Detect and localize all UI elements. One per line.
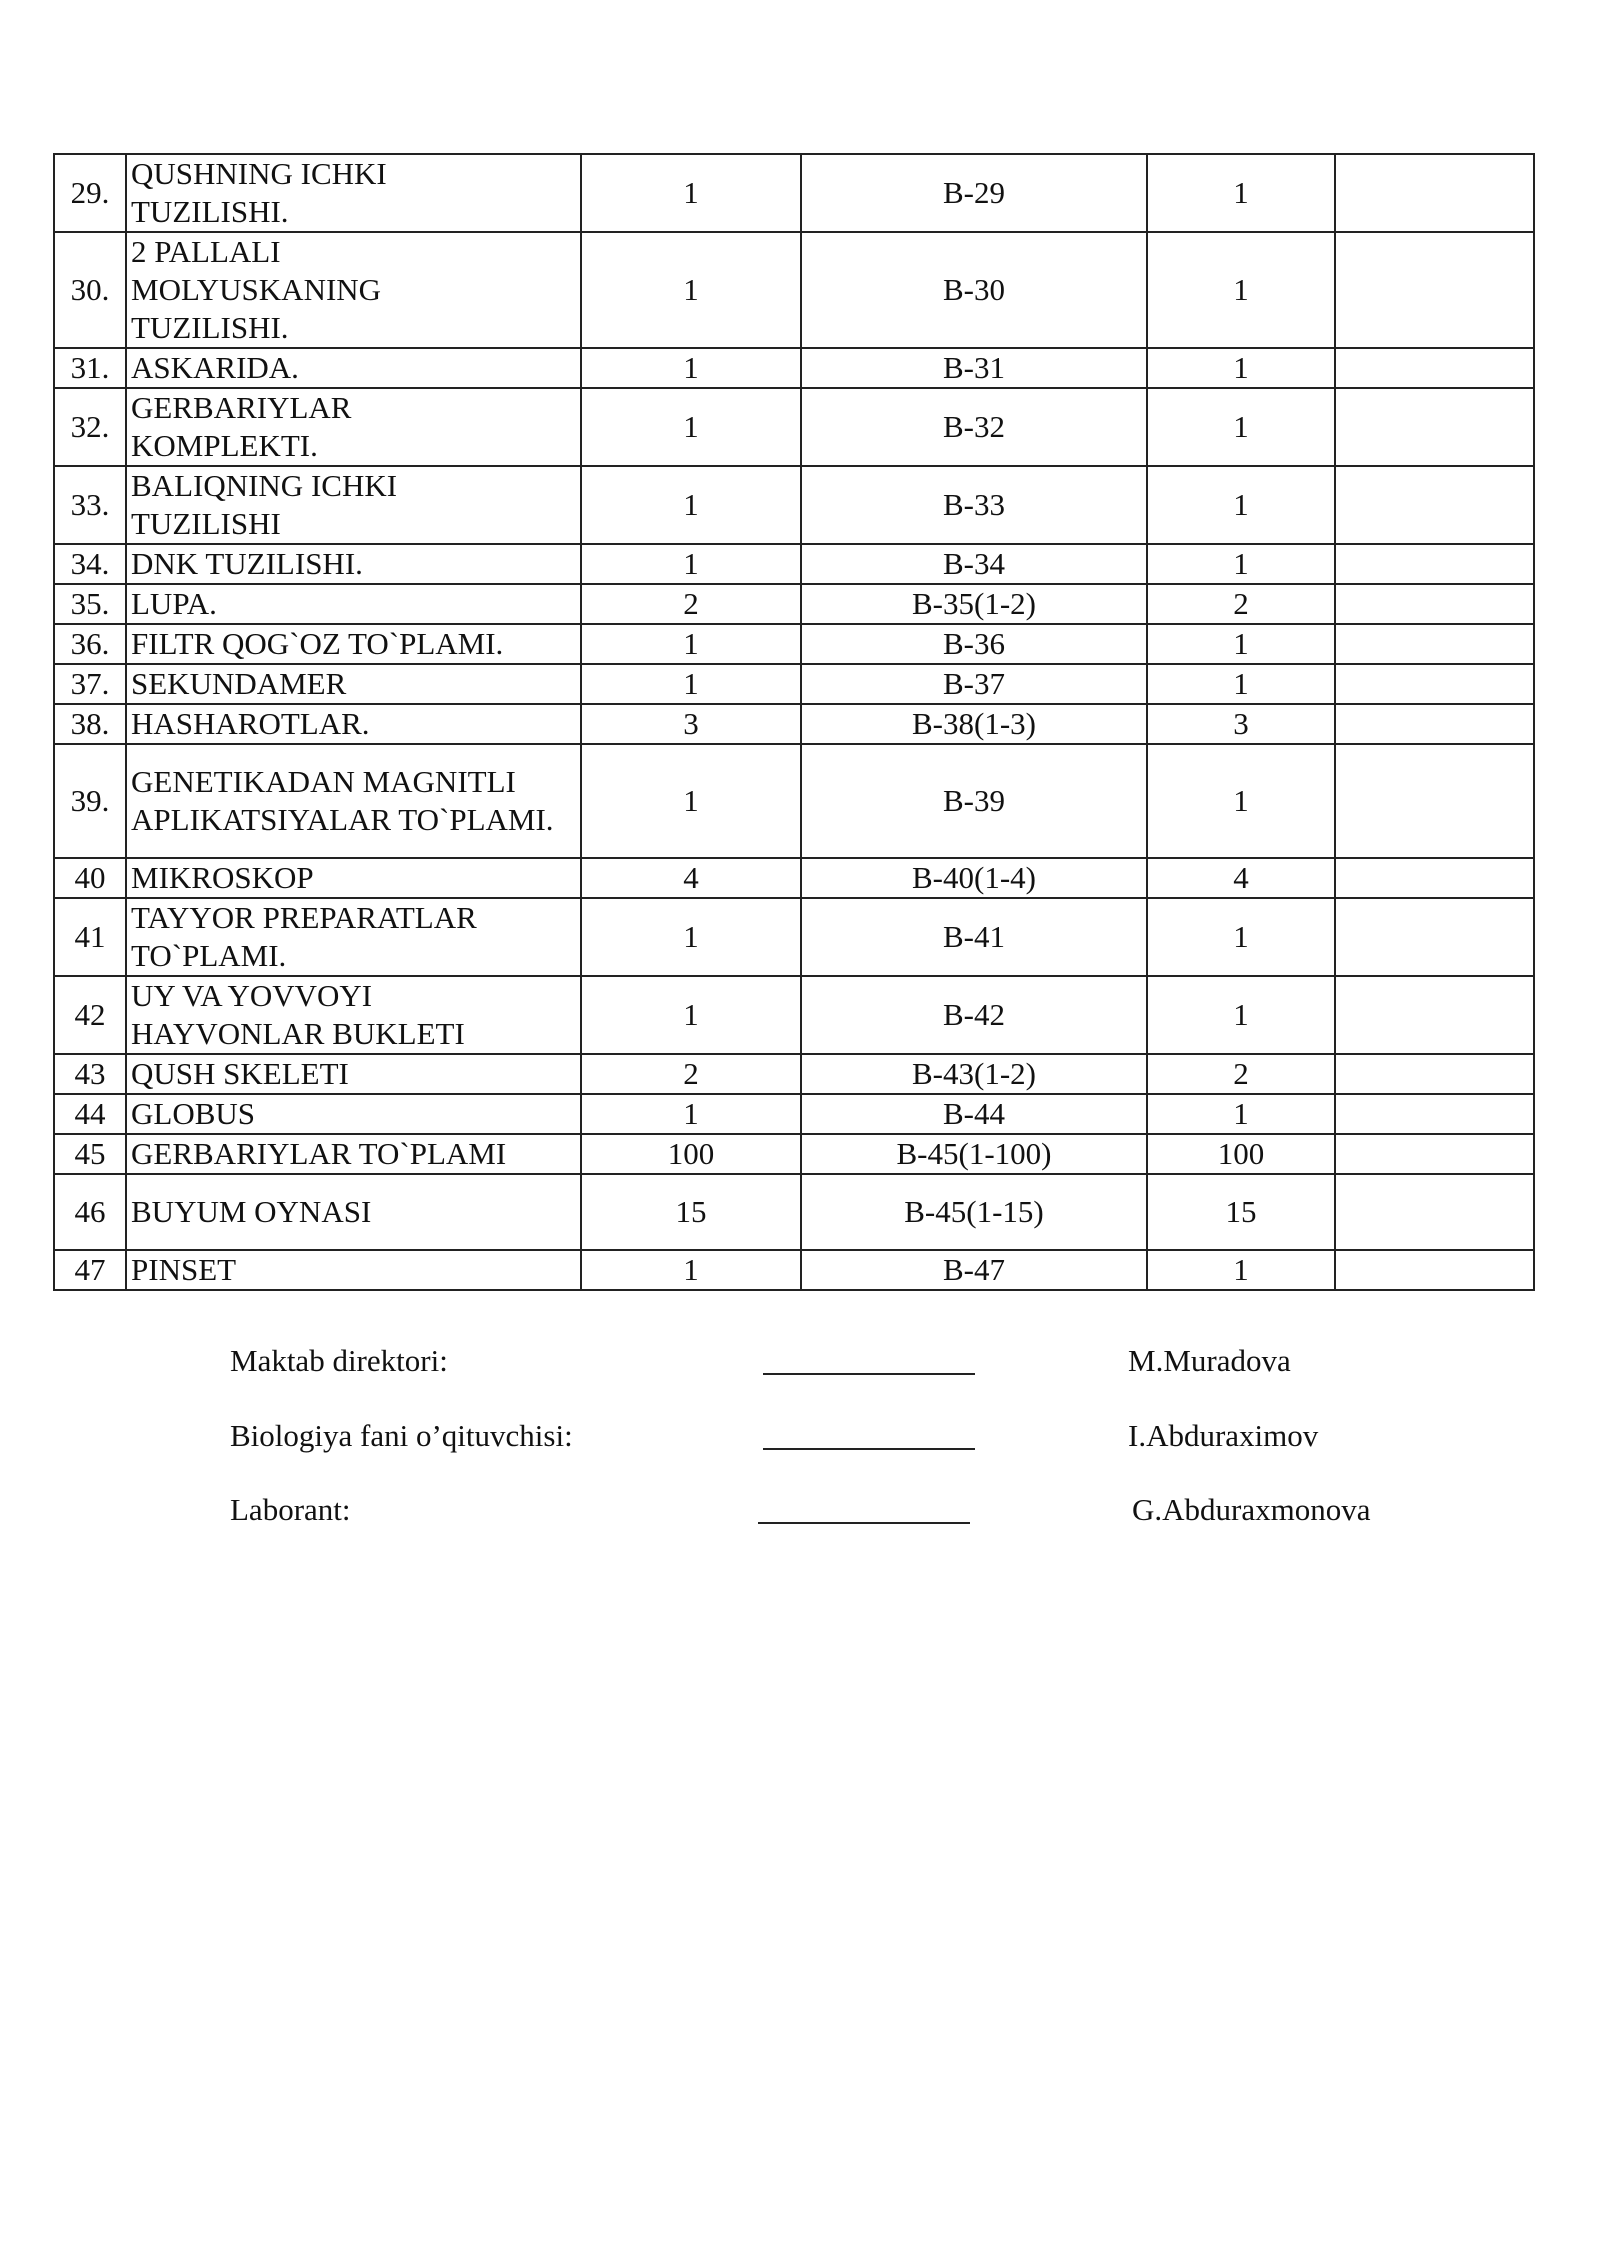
item-quantity: 2 (581, 1054, 801, 1094)
item-available: 1 (1147, 466, 1335, 544)
inventory-number: B-39 (801, 744, 1147, 858)
item-name: HASHAROTLAR. (126, 704, 581, 744)
row-number: 36. (54, 624, 126, 664)
item-quantity: 1 (581, 664, 801, 704)
item-quantity: 15 (581, 1174, 801, 1250)
signature-role: Laborant: (230, 1492, 351, 1527)
item-available: 1 (1147, 154, 1335, 232)
row-number: 34. (54, 544, 126, 584)
inventory-number: B-44 (801, 1094, 1147, 1134)
row-number: 29. (54, 154, 126, 232)
row-number: 45 (54, 1134, 126, 1174)
signature-role: Biologiya fani o’qituvchisi: (230, 1418, 573, 1453)
inventory-number: B-32 (801, 388, 1147, 466)
inventory-number: B-45(1-15) (801, 1174, 1147, 1250)
row-number: 41 (54, 898, 126, 976)
item-name: SEKUNDAMER (126, 664, 581, 704)
item-available: 1 (1147, 1250, 1335, 1290)
signature-line (758, 1492, 970, 1524)
item-available: 2 (1147, 1054, 1335, 1094)
item-available: 1 (1147, 348, 1335, 388)
signature-line (763, 1343, 975, 1375)
item-quantity: 1 (581, 976, 801, 1054)
row-number: 43 (54, 1054, 126, 1094)
row-number: 47 (54, 1250, 126, 1290)
item-available: 1 (1147, 898, 1335, 976)
row-number: 39. (54, 744, 126, 858)
item-name: TAYYOR PREPARATLAR TO`PLAMI. (126, 898, 581, 976)
row-number: 35. (54, 584, 126, 624)
item-quantity: 1 (581, 1250, 801, 1290)
row-number: 40 (54, 858, 126, 898)
item-available: 100 (1147, 1134, 1335, 1174)
item-quantity: 1 (581, 232, 801, 348)
item-available: 1 (1147, 976, 1335, 1054)
item-quantity: 4 (581, 858, 801, 898)
item-quantity: 2 (581, 584, 801, 624)
signature-line (763, 1418, 975, 1450)
inventory-number: B-34 (801, 544, 1147, 584)
item-available: 3 (1147, 704, 1335, 744)
item-name: GERBARIYLAR TO`PLAMI (126, 1134, 581, 1174)
row-number: 33. (54, 466, 126, 544)
inventory-number: B-47 (801, 1250, 1147, 1290)
item-name: BALIQNING ICHKI TUZILISHI (126, 466, 581, 544)
signature-person: G.Abduraxmonova (1132, 1492, 1371, 1527)
inventory-number: B-43(1-2) (801, 1054, 1147, 1094)
item-name: FILTR QOG`OZ TO`PLAMI. (126, 624, 581, 664)
item-available: 1 (1147, 624, 1335, 664)
inventory-number: B-45(1-100) (801, 1134, 1147, 1174)
item-available: 4 (1147, 858, 1335, 898)
item-available: 1 (1147, 388, 1335, 466)
row-number: 32. (54, 388, 126, 466)
inventory-number: B-30 (801, 232, 1147, 348)
signature-row-director (0, 1343, 1600, 1383)
item-available: 1 (1147, 664, 1335, 704)
signature-row-laborant (0, 1492, 1600, 1532)
row-number: 44 (54, 1094, 126, 1134)
inventory-number: B-41 (801, 898, 1147, 976)
inventory-number: B-31 (801, 348, 1147, 388)
item-quantity: 1 (581, 1094, 801, 1134)
item-quantity: 1 (581, 388, 801, 466)
inventory-number: B-37 (801, 664, 1147, 704)
inventory-number: B-42 (801, 976, 1147, 1054)
item-name: 2 PALLALI MOLYUSKANING TUZILISHI. (126, 232, 581, 348)
item-available: 1 (1147, 232, 1335, 348)
item-available: 2 (1147, 584, 1335, 624)
item-available: 1 (1147, 544, 1335, 584)
item-name: LUPA. (126, 584, 581, 624)
item-name: UY VA YOVVOYI HAYVONLAR BUKLETI (126, 976, 581, 1054)
inventory-number: B-29 (801, 154, 1147, 232)
item-available: 15 (1147, 1174, 1335, 1250)
item-name: BUYUM OYNASI (126, 1174, 581, 1250)
item-quantity: 1 (581, 544, 801, 584)
item-available: 1 (1147, 744, 1335, 858)
item-quantity: 1 (581, 898, 801, 976)
inventory-number: B-35(1-2) (801, 584, 1147, 624)
inventory-number: B-40(1-4) (801, 858, 1147, 898)
item-name: PINSET (126, 1250, 581, 1290)
signature-row-teacher (0, 1418, 1600, 1458)
row-number: 30. (54, 232, 126, 348)
signature-role: Maktab direktori: (230, 1343, 448, 1378)
item-name: GERBARIYLAR KOMPLEKTI. (126, 388, 581, 466)
item-name: MIKROSKOP (126, 858, 581, 898)
item-name: DNK TUZILISHI. (126, 544, 581, 584)
item-name: GLOBUS (126, 1094, 581, 1134)
inventory-number: B-33 (801, 466, 1147, 544)
signature-person: I.Abduraximov (1128, 1418, 1319, 1453)
item-available: 1 (1147, 1094, 1335, 1134)
item-name: ASKARIDA. (126, 348, 581, 388)
item-name: GENETIKADAN MAGNITLI APLIKATSIYALAR TO`PLAMI. (126, 744, 581, 858)
inventory-number: B-36 (801, 624, 1147, 664)
row-number: 42 (54, 976, 126, 1054)
item-quantity: 1 (581, 744, 801, 858)
signature-person: M.Muradova (1128, 1343, 1291, 1378)
item-name: QUSH SKELETI (126, 1054, 581, 1094)
item-quantity: 100 (581, 1134, 801, 1174)
item-quantity: 1 (581, 624, 801, 664)
row-number: 46 (54, 1174, 126, 1250)
inventory-number: B-38(1-3) (801, 704, 1147, 744)
item-quantity: 1 (581, 154, 801, 232)
item-quantity: 3 (581, 704, 801, 744)
row-number: 31. (54, 348, 126, 388)
row-number: 38. (54, 704, 126, 744)
item-quantity: 1 (581, 466, 801, 544)
item-name: QUSHNING ICHKI TUZILISHI. (126, 154, 581, 232)
row-number: 37. (54, 664, 126, 704)
item-quantity: 1 (581, 348, 801, 388)
